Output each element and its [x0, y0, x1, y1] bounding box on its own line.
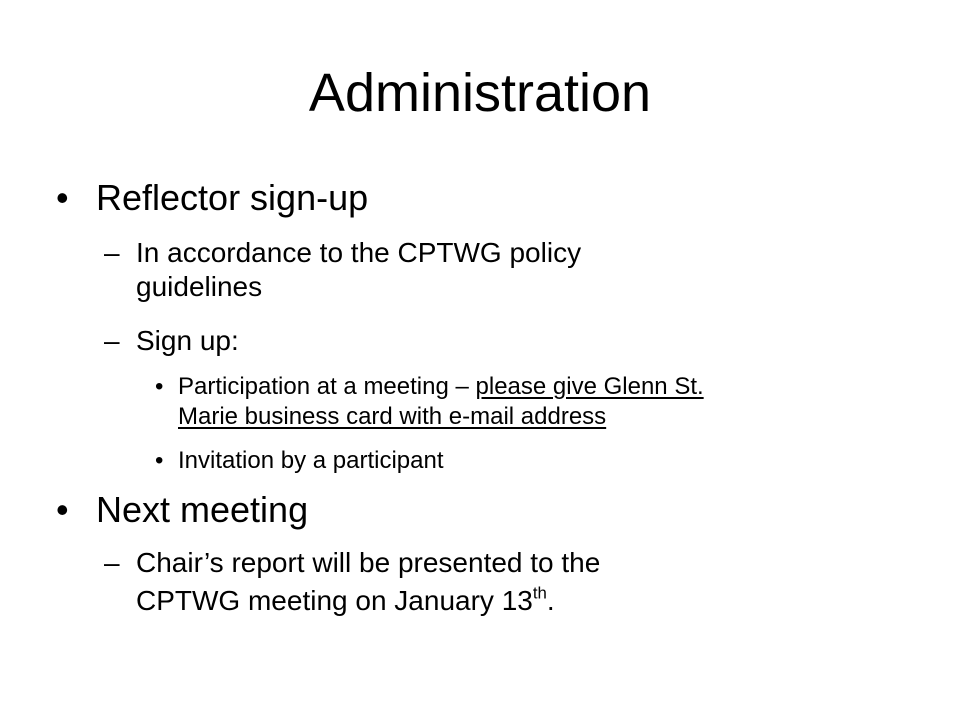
bullet-marker: •	[155, 373, 164, 400]
sub-bullet-accordance-line1: In accordance to the CPTWG policy	[136, 237, 582, 268]
sub-bullet-accordance-line2: guidelines	[136, 271, 263, 302]
bullet-next-meeting: Next meeting	[96, 489, 309, 530]
dash-marker: –	[104, 547, 120, 578]
dash-marker: –	[104, 325, 120, 356]
invitation-text: Invitation by a participant	[178, 447, 444, 474]
business-card-note-line1: please give Glenn St.	[475, 373, 704, 400]
ordinal-suffix: th	[532, 583, 547, 603]
chairs-report-line2	[136, 584, 555, 618]
period: .	[546, 585, 555, 616]
bullet-marker: •	[155, 447, 164, 474]
dash-marker: –	[104, 237, 120, 268]
sub-bullet-sign-up: Sign up:	[136, 325, 239, 356]
participation-text: Participation at a meeting –	[178, 373, 476, 400]
chairs-report-line1: Chair’s report will be presented to the	[136, 547, 601, 578]
slide-title: Administration	[308, 63, 652, 123]
bullet-marker: •	[56, 177, 69, 218]
bullet-reflector-signup: Reflector sign-up	[96, 177, 369, 218]
bullet-marker: •	[56, 489, 69, 530]
business-card-note-line2: Marie business card with e-mail address	[178, 403, 607, 430]
participation-line1	[178, 372, 704, 402]
chairs-report-line2-text: CPTWG meeting on January 13	[136, 585, 533, 616]
